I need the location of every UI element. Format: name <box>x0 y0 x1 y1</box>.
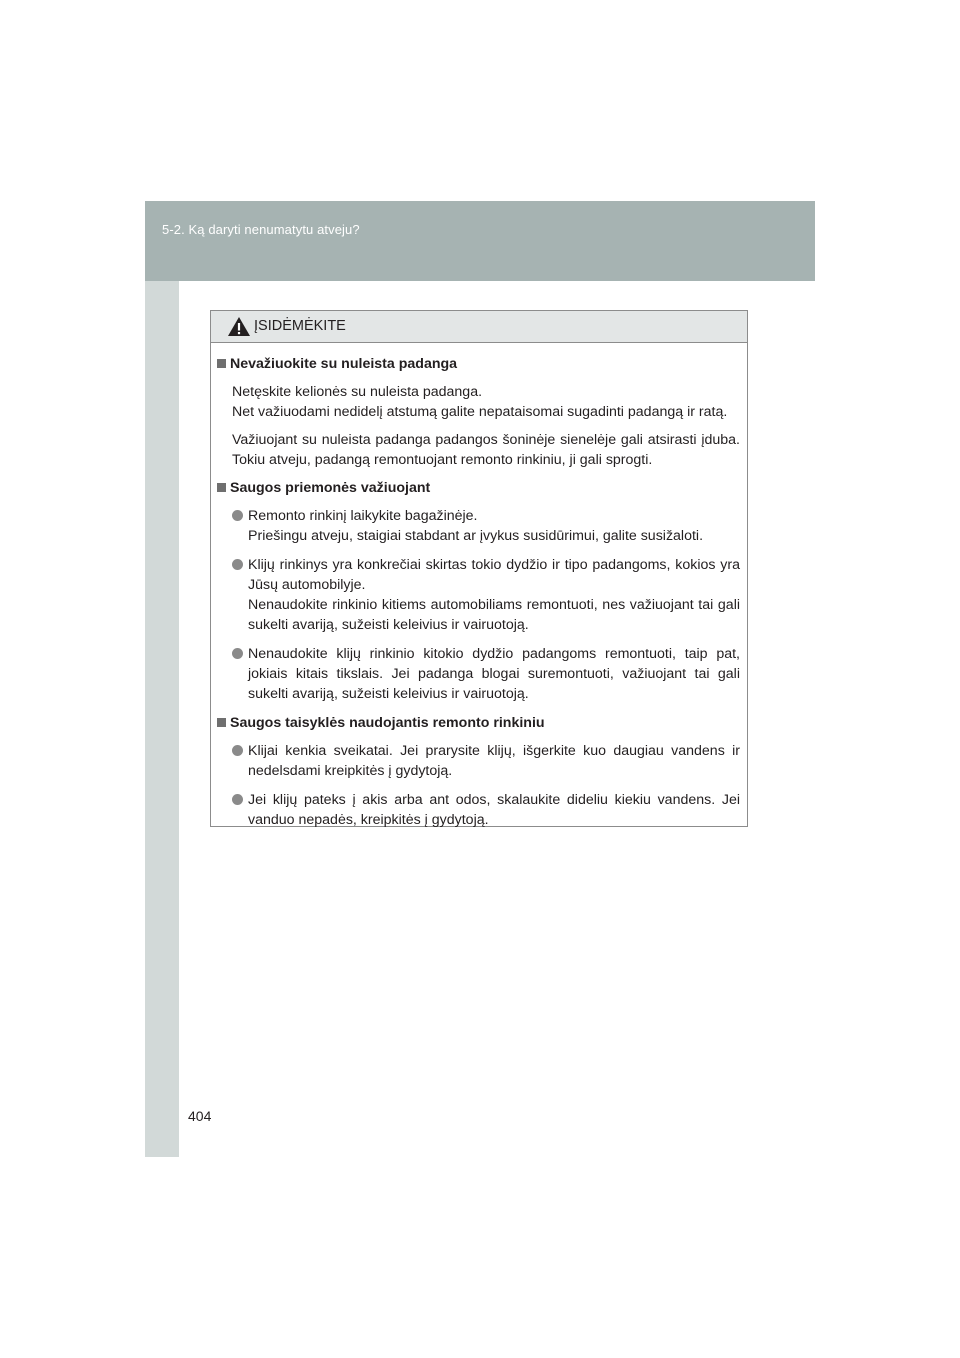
text-line: Net važiuodami nedidelį atstumą galite nepataisomai sugadinti padangą ir ratą. <box>232 404 728 420</box>
text-line: Nenaudokite rinkinio kitiems automobiliams remontuoti, nes važiuojant tai gali sukelti avariją, sužeisti keleivius ir vairuotoją. <box>248 597 740 633</box>
bullet-item <box>217 644 740 704</box>
square-bullet-icon <box>217 359 226 368</box>
caution-body <box>211 343 747 830</box>
text-line: Netęskite kelionės su nuleista padanga. <box>232 384 483 400</box>
paragraph <box>217 382 740 422</box>
caution-title: ĮSIDĖMĖKITE <box>254 318 346 334</box>
text-line: Klijų rinkinys yra konkrečiai skirtas tokio dydžio ir tipo padangoms, kokios yra Jūsų automobilyje. <box>248 557 740 593</box>
bullet-item <box>217 555 740 635</box>
text-line: Jei klijų pateks į akis arba ant odos, skalaukite dideliu kiekiu vandens. Jei vanduo nepadės, kreipkitės į gydytoją. <box>248 792 740 828</box>
bullet-item <box>217 741 740 781</box>
caution-section <box>217 354 740 470</box>
text-line: Važiuojant su nuleista padanga padangos šoninėje sienelėje gali atsirasti įduba. Tokiu atveju, padangą remontuojant remonto rinkiniu, ji gali sprogti. <box>232 432 740 468</box>
section-title: 5-2. Ką daryti nenumatytu atveju? <box>162 222 360 237</box>
section-header-band <box>145 201 815 281</box>
caution-section <box>217 478 740 704</box>
text-line: Klijai kenkia sveikatai. Jei prarysite klijų, išgerkite kuo daugiau vandens ir nedelsdami kreipkitės į gydytoją. <box>248 743 740 779</box>
side-margin-strip <box>145 281 179 1157</box>
section-heading: Nevažiuokite su nuleista padanga <box>217 354 740 374</box>
page-number: 404 <box>188 1108 212 1124</box>
warning-triangle-icon <box>227 316 251 337</box>
text-line: Nenaudokite klijų rinkinio kitokio dydžio padangoms remontuoti, taip pat, jokiais kitais tikslais. Jei padanga blogai suremontuoti, važiuojant tai gali sukelti avariją, sužeisti keleivius ir vairuotoją. <box>248 646 740 702</box>
bullet-item <box>217 790 740 830</box>
round-bullet-icon <box>232 745 243 756</box>
text-line: Remonto rinkinį laikykite bagažinėje. <box>248 508 478 524</box>
section-heading: Saugos priemonės važiuojant <box>217 478 740 498</box>
text-line: Priešingu atveju, staigiai stabdant ar įvykus susidūrimui, galite susižaloti. <box>248 528 704 544</box>
round-bullet-icon <box>232 648 243 659</box>
caution-header <box>211 311 747 343</box>
caution-section <box>217 713 740 830</box>
paragraph <box>217 430 740 470</box>
section-heading: Saugos taisyklės naudojantis remonto rinkiniu <box>217 713 740 733</box>
round-bullet-icon <box>232 510 243 521</box>
square-bullet-icon <box>217 718 226 727</box>
bullet-item <box>217 506 740 546</box>
square-bullet-icon <box>217 483 226 492</box>
round-bullet-icon <box>232 559 243 570</box>
round-bullet-icon <box>232 794 243 805</box>
caution-box <box>210 310 748 827</box>
